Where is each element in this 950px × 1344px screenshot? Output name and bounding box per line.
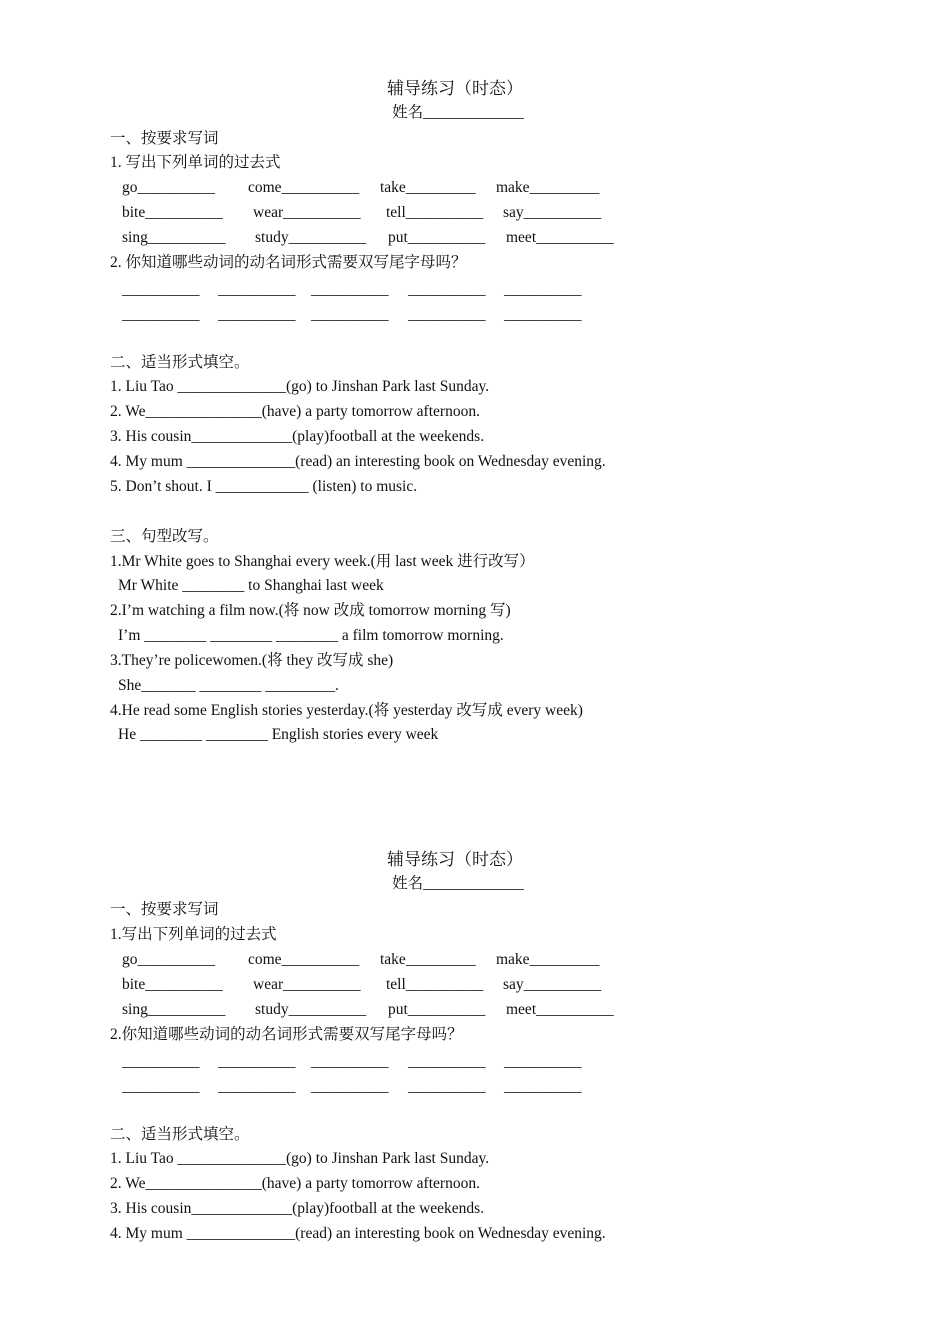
section-heading: 三、句型改写。	[110, 528, 219, 545]
answer-blank: __________	[408, 306, 486, 323]
section-heading: 二、适当形式填空。	[110, 354, 250, 371]
answer-blank: __________	[218, 306, 296, 323]
word-blank: come__________	[248, 951, 360, 968]
fill-in-item: 2. We_______________(have) a party tomorrow afternoon.	[110, 403, 480, 420]
fill-in-item: 1. Liu Tao ______________(go) to Jinshan Park last Sunday.	[110, 1150, 490, 1167]
word-blank: put__________	[388, 229, 486, 246]
question-label: 1.写出下列单词的过去式	[110, 926, 277, 943]
name-field-line: 姓名_____________	[392, 875, 524, 892]
word-blank: study__________	[255, 229, 367, 246]
word-blank: put__________	[388, 1001, 486, 1018]
answer-blank: __________	[122, 281, 200, 298]
answer-blank: __________	[504, 1053, 582, 1070]
worksheet-title: 辅导练习（时态）	[387, 850, 523, 869]
word-blank: wear__________	[253, 976, 361, 993]
word-blank: sing__________	[122, 229, 226, 246]
answer-blank: __________	[504, 306, 582, 323]
name-field-line: 姓名_____________	[392, 104, 524, 121]
worksheet-title: 辅导练习（时态）	[387, 79, 523, 98]
fill-in-item: 3. His cousin_____________(play)football at the weekends.	[110, 1200, 485, 1217]
rewrite-prompt: 4.He read some English stories yesterday.(将 yesterday 改写成 every week)	[110, 702, 583, 719]
answer-blank: __________	[311, 1078, 389, 1095]
fill-in-item: 2. We_______________(have) a party tomorrow afternoon.	[110, 1175, 480, 1192]
question-label: 2. 你知道哪些动词的动名词形式需要双写尾字母吗？	[110, 254, 467, 271]
word-blank: sing__________	[122, 1001, 226, 1018]
word-blank: bite__________	[122, 204, 223, 221]
word-blank: take_________	[380, 179, 476, 196]
fill-in-item: 4. My mum ______________(read) an interesting book on Wednesday evening.	[110, 453, 606, 470]
word-blank: wear__________	[253, 204, 361, 221]
answer-blank: __________	[122, 306, 200, 323]
answer-blank: __________	[408, 1078, 486, 1095]
fill-in-item: 1. Liu Tao ______________(go) to Jinshan Park last Sunday.	[110, 378, 490, 395]
answer-blank: __________	[122, 1053, 200, 1070]
answer-blank: __________	[408, 1053, 486, 1070]
section-heading: 一、按要求写词	[110, 130, 219, 147]
section-heading: 一、按要求写词	[110, 901, 219, 918]
word-blank: take_________	[380, 951, 476, 968]
question-label: 2.你知道哪些动词的动名词形式需要双写尾字母吗？	[110, 1026, 463, 1043]
fill-in-item: 5. Don’t shout. I ____________ (listen) to music.	[110, 478, 418, 495]
answer-blank: __________	[122, 1078, 200, 1095]
answer-blank: __________	[311, 281, 389, 298]
answer-blank: __________	[408, 281, 486, 298]
word-blank: meet__________	[506, 229, 614, 246]
answer-blank: __________	[218, 1078, 296, 1095]
word-blank: come__________	[248, 179, 360, 196]
answer-blank: __________	[218, 281, 296, 298]
rewrite-prompt: 3.They’re policewomen.(将 they 改写成 she)	[110, 652, 394, 669]
word-blank: tell__________	[386, 976, 484, 993]
question-label: 1. 写出下列单词的过去式	[110, 154, 281, 171]
answer-blank: __________	[504, 1078, 582, 1095]
rewrite-prompt: 1.Mr White goes to Shanghai every week.(用 last week 进行改写）	[110, 553, 535, 570]
word-blank: make_________	[496, 951, 600, 968]
rewrite-answer: Mr White ________ to Shanghai last week	[118, 577, 384, 594]
word-blank: say__________	[503, 204, 602, 221]
word-blank: make_________	[496, 179, 600, 196]
fill-in-item: 4. My mum ______________(read) an interesting book on Wednesday evening.	[110, 1225, 606, 1242]
rewrite-prompt: 2.I’m watching a film now.(将 now 改成 tomorrow morning 写)	[110, 602, 511, 619]
fill-in-item: 3. His cousin_____________(play)football at the weekends.	[110, 428, 485, 445]
word-blank: bite__________	[122, 976, 223, 993]
word-blank: go__________	[122, 179, 215, 196]
rewrite-answer: He ________ ________ English stories every week	[118, 726, 439, 743]
rewrite-answer: She_______ ________ _________.	[118, 677, 339, 694]
answer-blank: __________	[504, 281, 582, 298]
word-blank: go__________	[122, 951, 215, 968]
word-blank: meet__________	[506, 1001, 614, 1018]
word-blank: study__________	[255, 1001, 367, 1018]
rewrite-answer: I’m ________ ________ ________ a film tomorrow morning.	[118, 627, 504, 644]
word-blank: say__________	[503, 976, 602, 993]
answer-blank: __________	[218, 1053, 296, 1070]
answer-blank: __________	[311, 1053, 389, 1070]
word-blank: tell__________	[386, 204, 484, 221]
section-heading: 二、适当形式填空。	[110, 1126, 250, 1143]
answer-blank: __________	[311, 306, 389, 323]
